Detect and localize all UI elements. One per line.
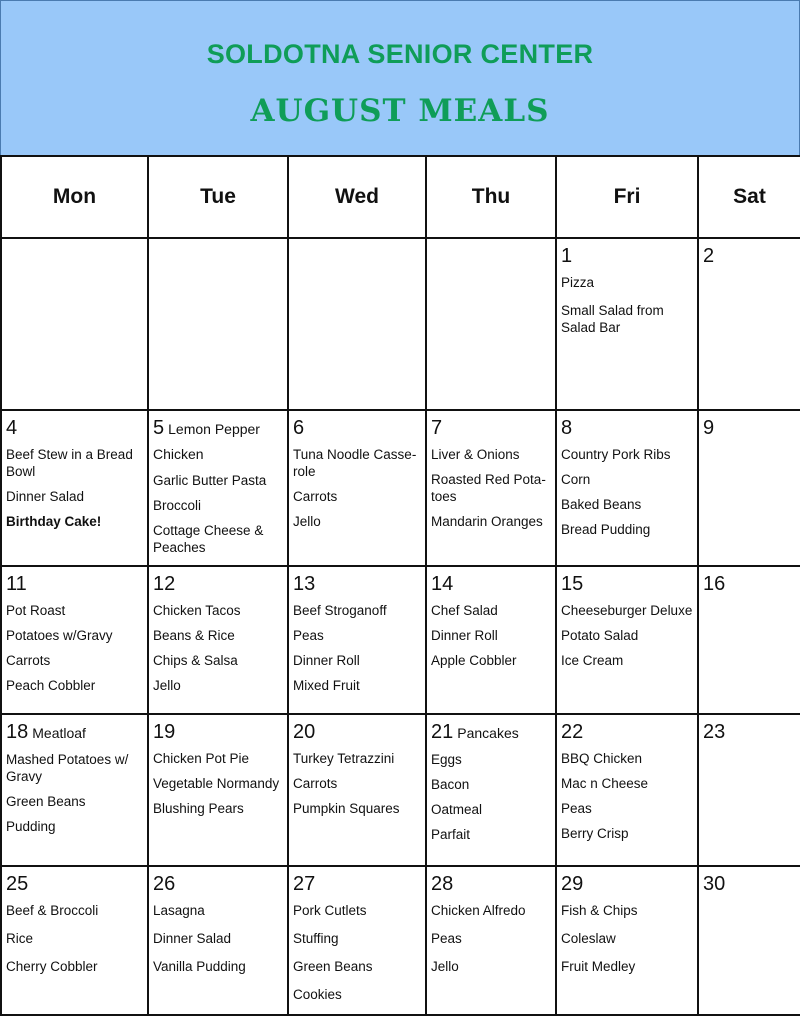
- meal-item: Berry Crisp: [561, 826, 629, 841]
- meal-item: Potato Salad: [561, 628, 639, 643]
- day-number-row: [561, 720, 693, 744]
- meal-item: Eggs: [431, 752, 462, 767]
- weekday-thu: Thu: [426, 156, 556, 238]
- meal-item: Peach Cobbler: [6, 678, 96, 693]
- meal-item: Ice Cream: [561, 653, 624, 668]
- meal-item: Beans & Rice: [153, 628, 235, 643]
- meal-item: Oatmeal: [431, 802, 483, 817]
- day-number: 7: [431, 417, 443, 439]
- day-number: 12: [153, 573, 176, 595]
- day-number-row: [153, 872, 283, 896]
- meal-item: Cottage Cheese & Peaches: [153, 523, 264, 555]
- week-row: [1, 866, 800, 1015]
- day-cell: [698, 866, 800, 1015]
- meal-item: Beef & Broccoli: [6, 903, 99, 918]
- meal-item: Cheeseburger Deluxe: [561, 603, 693, 618]
- day-cell: [426, 866, 556, 1015]
- meal-item: Cherry Cobbler: [6, 959, 98, 974]
- day-number: 13: [293, 573, 316, 595]
- day-cell: [1, 866, 148, 1015]
- meal-item: Chef Salad: [431, 603, 498, 618]
- day-number-row: [561, 416, 693, 440]
- day-number: 19: [153, 721, 176, 743]
- weekday-mon: Mon: [1, 156, 148, 238]
- day-cell: [1, 410, 148, 566]
- day-number: 14: [431, 573, 454, 595]
- weekday-sat: Sat: [698, 156, 800, 238]
- meal-item: Chicken Tacos: [153, 603, 241, 618]
- week-row: [1, 238, 800, 410]
- meal-item: Carrots: [293, 489, 338, 504]
- day-number: 5: [153, 417, 165, 439]
- day-cell: [1, 714, 148, 866]
- day-number: 26: [153, 873, 176, 895]
- meal-item: Chips & Salsa: [153, 653, 238, 668]
- day-number-row: [703, 416, 796, 440]
- day-number: 21: [431, 721, 454, 743]
- meal-item: Blushing Pears: [153, 801, 244, 816]
- calendar-body: [1, 238, 800, 1015]
- day-number: 9: [703, 417, 715, 439]
- meal-item: Coleslaw: [561, 931, 616, 946]
- day-number: 1: [561, 245, 573, 267]
- meal-item: Mandarin Oranges: [431, 514, 543, 529]
- meal-item: Bacon: [431, 777, 470, 792]
- day-number-row: [293, 872, 421, 896]
- day-number: 6: [293, 417, 305, 439]
- meal-item: Corn: [561, 472, 591, 487]
- day-number-row: [293, 572, 421, 596]
- day-number-row: [703, 572, 796, 596]
- day-number-row: [703, 244, 796, 268]
- meal-item: Mac n Cheese: [561, 776, 649, 791]
- day-number-row: [153, 416, 283, 466]
- day-number-row: [703, 720, 796, 744]
- meal-item: Mashed Potatoes w/ Gravy: [6, 752, 129, 784]
- meal-item: Meatloaf: [32, 725, 86, 741]
- meal-item: Roasted Red Pota-toes: [431, 472, 546, 504]
- day-number-row: [153, 720, 283, 744]
- meal-item: Dinner Roll: [293, 653, 360, 668]
- meal-item: Potatoes w/Gravy: [6, 628, 113, 643]
- day-cell: [148, 238, 288, 410]
- meal-item: Pot Roast: [6, 603, 66, 618]
- meal-item: Pork Cutlets: [293, 903, 367, 918]
- day-number-row: [431, 416, 551, 440]
- meal-item: Broccoli: [153, 498, 202, 513]
- day-cell: [426, 238, 556, 410]
- meal-item: Vegetable Normandy: [153, 776, 280, 791]
- day-cell: [426, 714, 556, 866]
- day-cell: [426, 410, 556, 566]
- day-cell: [698, 238, 800, 410]
- day-number-row: [561, 572, 693, 596]
- day-number: 20: [293, 721, 316, 743]
- week-row: [1, 566, 800, 714]
- day-cell: [148, 566, 288, 714]
- meal-item: Bread Pudding: [561, 522, 651, 537]
- day-cell: [1, 566, 148, 714]
- month-title: AUGUST MEALS: [250, 93, 550, 129]
- meal-item: Rice: [6, 931, 34, 946]
- meal-item: Lasagna: [153, 903, 205, 918]
- day-number: 22: [561, 721, 584, 743]
- meal-item: Cookies: [293, 987, 342, 1002]
- day-cell: [288, 866, 426, 1015]
- meal-item: Tuna Noodle Casse-role: [293, 447, 417, 479]
- day-number: 8: [561, 417, 573, 439]
- day-number-row: [431, 572, 551, 596]
- day-number: 27: [293, 873, 316, 895]
- meal-item: Baked Beans: [561, 497, 642, 512]
- meal-item: Turkey Tetrazzini: [293, 751, 395, 766]
- day-cell: [148, 866, 288, 1015]
- day-number: 25: [6, 873, 29, 895]
- meal-item: Carrots: [6, 653, 51, 668]
- meal-item: Chicken Alfredo: [431, 903, 526, 918]
- meal-item: Country Pork Ribs: [561, 447, 671, 462]
- day-number-row: [561, 872, 693, 896]
- day-number: 30: [703, 873, 726, 895]
- day-cell: [698, 566, 800, 714]
- meal-item: Apple Cobbler: [431, 653, 517, 668]
- meal-item: Peas: [293, 628, 324, 643]
- day-number-row: [561, 244, 693, 268]
- meal-item: Dinner Roll: [431, 628, 498, 643]
- meal-item: Pumpkin Squares: [293, 801, 400, 816]
- meal-item: Green Beans: [293, 959, 373, 974]
- day-number-row: [431, 720, 551, 745]
- day-number-row: [293, 416, 421, 440]
- day-number: 23: [703, 721, 726, 743]
- meal-item: Peas: [561, 801, 592, 816]
- day-number: 11: [6, 573, 27, 595]
- calendar-grid: [0, 155, 800, 1016]
- meal-item: Small Salad from Salad Bar: [561, 303, 664, 335]
- day-cell: [556, 238, 698, 410]
- day-number-row: [153, 572, 283, 596]
- meal-item: Jello: [431, 959, 459, 974]
- week-row: [1, 714, 800, 866]
- day-number: 29: [561, 873, 584, 895]
- weekday-fri: Fri: [556, 156, 698, 238]
- meal-item: Mixed Fruit: [293, 678, 360, 693]
- meal-item: Jello: [293, 514, 321, 529]
- day-number-row: [293, 720, 421, 744]
- meal-item: Stuffing: [293, 931, 339, 946]
- day-number: 16: [703, 573, 726, 595]
- meal-item: Beef Stew in a Bread Bowl: [6, 447, 133, 479]
- day-number: 28: [431, 873, 454, 895]
- weekday-header-row: [1, 156, 800, 238]
- meal-item: Fruit Medley: [561, 959, 636, 974]
- header-banner: [0, 0, 800, 156]
- day-cell: [556, 410, 698, 566]
- day-cell: [556, 866, 698, 1015]
- meal-item: Jello: [153, 678, 181, 693]
- weekday-wed: Wed: [288, 156, 426, 238]
- meal-item: Pancakes: [457, 725, 519, 741]
- day-cell: [556, 714, 698, 866]
- meal-item: Fish & Chips: [561, 903, 638, 918]
- day-cell: [288, 566, 426, 714]
- day-number: 18: [6, 721, 29, 743]
- meal-item: Pizza: [561, 275, 595, 290]
- meal-item: Peas: [431, 931, 462, 946]
- day-number: 15: [561, 573, 584, 595]
- day-cell: [1, 238, 148, 410]
- day-cell: [148, 410, 288, 566]
- day-cell: [288, 238, 426, 410]
- meal-item: Lemon Pepper Chicken: [153, 421, 260, 462]
- meal-item: Green Beans: [6, 794, 86, 809]
- day-number-row: [431, 872, 551, 896]
- day-number-row: [6, 720, 143, 745]
- meal-item: Vanilla Pudding: [153, 959, 246, 974]
- day-number-row: [6, 416, 143, 440]
- day-cell: [556, 566, 698, 714]
- meal-item: Birthday Cake!: [6, 514, 102, 529]
- day-cell: [288, 714, 426, 866]
- weekday-tue: Tue: [148, 156, 288, 238]
- day-cell: [698, 410, 800, 566]
- day-cell: [288, 410, 426, 566]
- meal-item: Carrots: [293, 776, 338, 791]
- meal-item: Chicken Pot Pie: [153, 751, 250, 766]
- center-title: SOLDOTNA SENIOR CENTER: [206, 39, 594, 69]
- day-number-row: [6, 572, 143, 596]
- day-cell: [698, 714, 800, 866]
- meal-item: Garlic Butter Pasta: [153, 473, 267, 488]
- day-cell: [148, 714, 288, 866]
- day-number: 4: [6, 417, 18, 439]
- meal-item: BBQ Chicken: [561, 751, 643, 766]
- meal-item: Dinner Salad: [153, 931, 232, 946]
- day-number-row: [6, 872, 143, 896]
- meal-item: Parfait: [431, 827, 471, 842]
- meal-item: Beef Stroganoff: [293, 603, 387, 618]
- meal-item: Pudding: [6, 819, 56, 834]
- day-number: 2: [703, 245, 715, 267]
- day-number-row: [703, 872, 796, 896]
- meal-item: Liver & Onions: [431, 447, 520, 462]
- week-row: [1, 410, 800, 566]
- day-cell: [426, 566, 556, 714]
- meal-item: Dinner Salad: [6, 489, 85, 504]
